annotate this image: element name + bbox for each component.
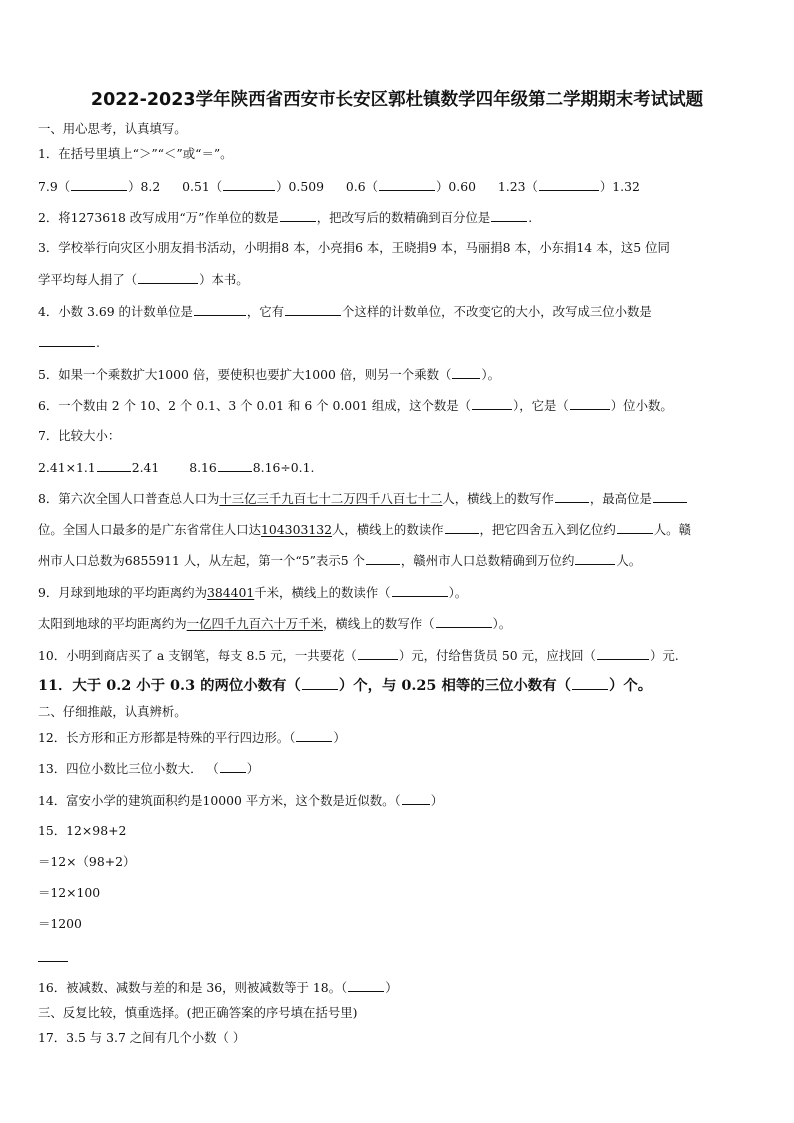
answer-blank[interactable] <box>223 178 275 191</box>
question-15-line-1: 15．12×98+2 <box>38 823 127 838</box>
answer-blank[interactable] <box>97 459 131 472</box>
answer-blank[interactable] <box>302 677 338 690</box>
question-8-line-1: 8．第六次全国人口普查总人口为十三亿三千九百七十二万四千八百七十二人，横线上的数写作 ，最高位是 <box>38 490 688 507</box>
answer-blank[interactable] <box>539 178 599 191</box>
answer-blank[interactable] <box>570 397 610 410</box>
answer-blank[interactable] <box>555 490 589 503</box>
answer-blank[interactable] <box>491 209 527 222</box>
answer-blank[interactable] <box>218 459 252 472</box>
answer-blank[interactable] <box>617 521 653 534</box>
question-7: 7．比较大小： <box>38 428 121 443</box>
answer-blank[interactable] <box>575 552 615 565</box>
answer-blank[interactable] <box>138 271 198 284</box>
question-10: 10．小明到商店买了 a 支钢笔，每支 8.5 元，一共要花（ ）元，付给售货员 50 元，应找回（ ）元. <box>38 648 679 663</box>
answer-blank[interactable] <box>445 521 479 534</box>
question-9-line-1: 9．月球到地球的平均距离约为384401千米，横线上的数读作（ ）。 <box>38 585 468 600</box>
answer-blank[interactable] <box>194 303 246 316</box>
question-9-line-2: 太阳到地球的平均距离约为一亿四千九百六十万千米，横线上的数写作（ ）。 <box>38 616 512 631</box>
answer-blank[interactable] <box>366 552 400 565</box>
question-17: 17．3.5 与 3.7 之间有几个小数（ ） <box>38 1030 246 1045</box>
question-11: 11．大于 0.2 小于 0.3 的两位小数有（ ）个，与 0.25 相等的三位小数有（ ）个。 <box>38 677 653 694</box>
question-8-line-3: 州市人口总数为6855911 人，从左起，第一个“5”表示5 个 ，赣州市人口总数精确到万位约 人。 <box>38 553 642 568</box>
answer-blank[interactable] <box>285 303 341 316</box>
question-1: 1．在括号里填上“＞”“＜”或“＝”。 <box>38 146 233 161</box>
answer-blank[interactable] <box>572 677 608 690</box>
question-1-items: 7.9（ ）8.2 0.51（ ）0.509 0.6（ ）0.60 1.23（ ）1.32 <box>38 179 640 194</box>
answer-blank[interactable] <box>348 979 384 992</box>
answer-blank[interactable] <box>379 178 435 191</box>
answer-blank[interactable] <box>39 334 95 347</box>
question-12: 12．长方形和正方形都是特殊的平行四边形。（ ） <box>38 730 346 745</box>
answer-blank[interactable] <box>452 366 480 379</box>
question-7-items: 2.41×1.1 2.41 8.16 8.16÷0.1. <box>38 460 315 475</box>
answer-blank[interactable] <box>220 760 246 773</box>
answer-blank[interactable] <box>436 615 492 628</box>
answer-blank[interactable] <box>653 490 687 503</box>
question-15-answer-blank[interactable] <box>38 961 68 962</box>
question-15-line-3: ＝12×100 <box>38 885 101 900</box>
question-4-line-2: . <box>38 334 100 351</box>
question-6: 6．一个数由 2 个 10、2 个 0.1、3 个 0.01 和 6 个 0.001 组成，这个数是（ ），它是（ ）位小数。 <box>38 398 673 413</box>
question-13: 13．四位小数比三位小数大． （ ） <box>38 761 260 776</box>
exam-title: 2022-2023学年陕西省西安市长安区郭杜镇数学四年级第二学期期末考试试题 <box>90 90 704 110</box>
answer-blank[interactable] <box>296 729 332 742</box>
section-3-heading: 三、反复比较，慎重选择。(把正确答案的序号填在括号里) <box>38 1005 358 1020</box>
question-15-line-2: ＝12×（98+2） <box>38 854 136 869</box>
answer-blank[interactable] <box>280 209 316 222</box>
question-4: 4．小数 3.69 的计数单位是 ，它有 个这样的计数单位，不改变它的大小，改写成三位小数是 <box>38 304 652 319</box>
question-16: 16．被减数、减数与差的和是 36，则被减数等于 18。（ ） <box>38 980 398 995</box>
question-3-line-2: 学平均每人捐了（ ）本书。 <box>38 272 249 287</box>
section-1-heading: 一、用心思考，认真填写。 <box>38 121 187 136</box>
answer-blank[interactable] <box>597 647 649 660</box>
answer-blank[interactable] <box>392 584 448 597</box>
question-5: 5．如果一个乘数扩大1000 倍，要使积也要扩大1000 倍，则另一个乘数（ ）。 <box>38 367 500 382</box>
question-2: 2．将1273618 改写成用“万”作单位的数是 ，把改写后的数精确到百分位是 . <box>38 210 533 225</box>
section-2-heading: 二、仔细推敲，认真辨析。 <box>38 704 187 719</box>
question-15-line-4: ＝1200 <box>38 916 82 931</box>
answer-blank[interactable] <box>358 647 398 660</box>
answer-blank[interactable] <box>71 178 127 191</box>
question-3-line-1: 3．学校举行向灾区小朋友捐书活动，小明捐8 本，小亮捐6 本，王晓捐9 本，马丽捐8 本，小东捐14 本，这5 位同 <box>38 240 670 255</box>
question-14: 14．富安小学的建筑面积约是10000 平方米，这个数是近似数。（ ） <box>38 793 444 808</box>
answer-blank[interactable] <box>472 397 512 410</box>
question-8-line-2: 位。全国人口最多的是广东省常住人口达104303132人，横线上的数读作 ，把它四舍五入到亿位约 人。赣 <box>38 522 691 537</box>
answer-blank[interactable] <box>402 792 430 805</box>
